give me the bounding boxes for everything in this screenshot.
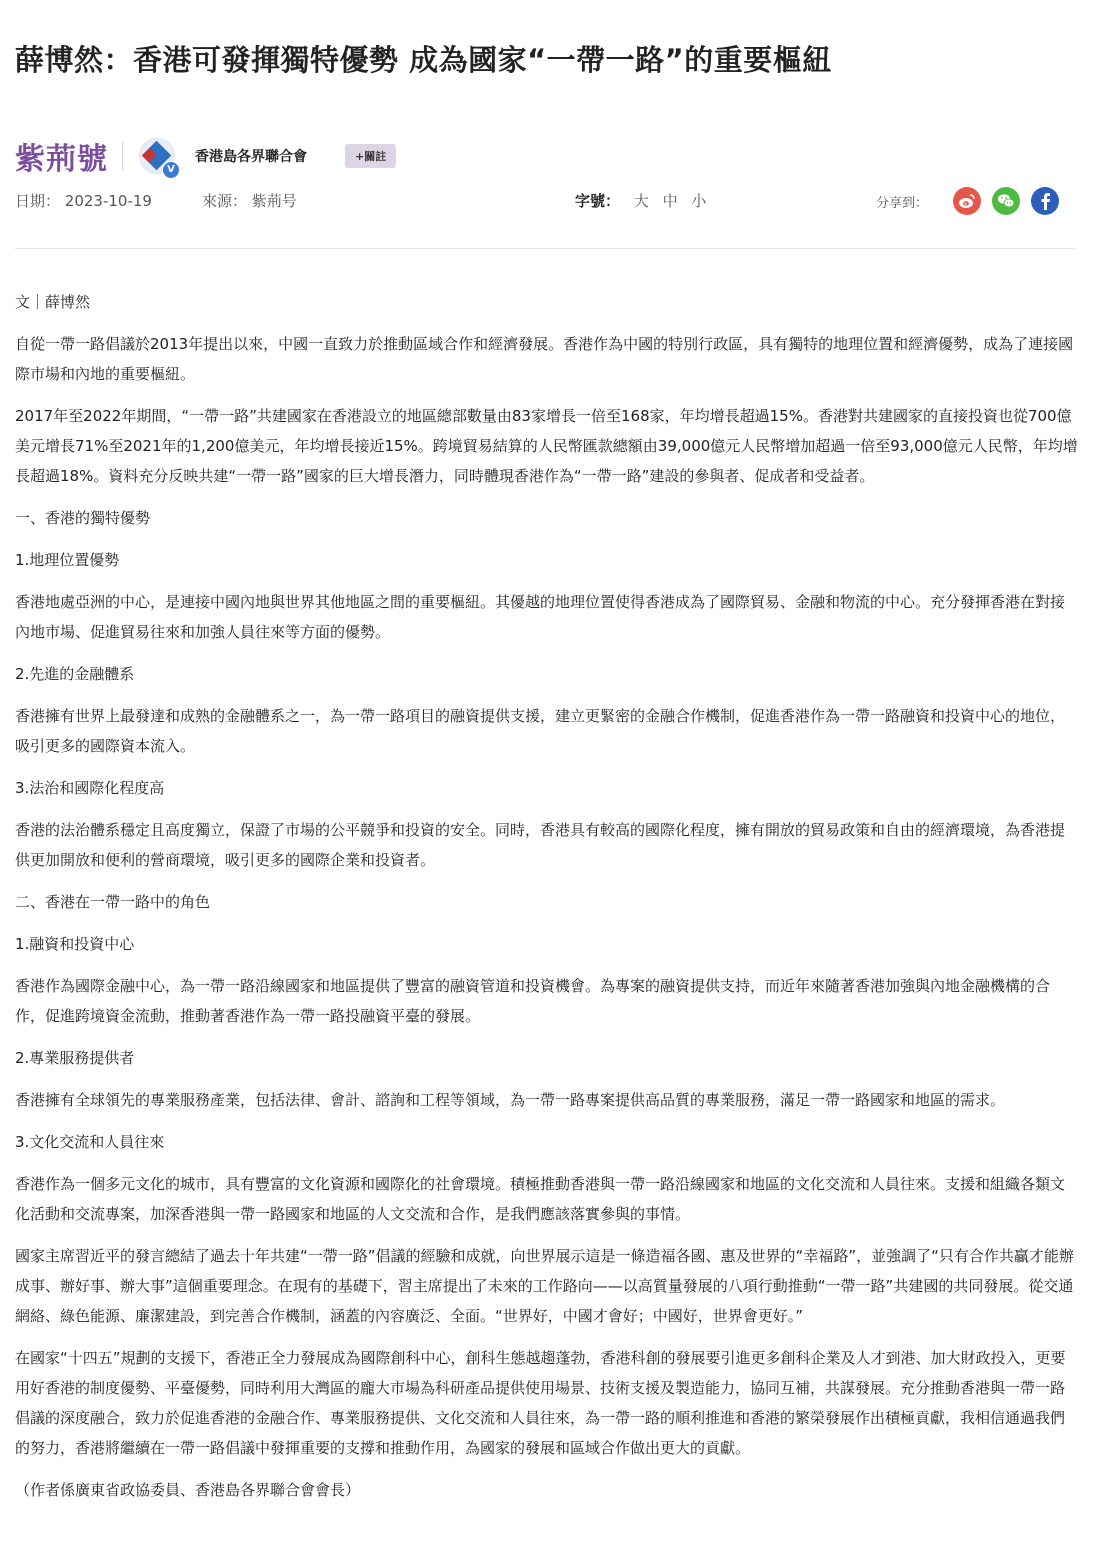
paragraph: 香港地處亞洲的中心，是連接中國內地與世界其他地區之間的重要樞紐。其優越的地理位置使得香港成為了國際貿易、金融和物流的中心。充分發揮香港在對接內地市場、促進貿易往來和加強人員往來等方面的優勢。: [15, 593, 1066, 641]
paragraph: 香港擁有全球領先的專業服務產業，包括法律、會計、諮詢和工程等領域，為一帶一路專案提供高品質的專業服務，滿足一帶一路國家和地區的需求。: [15, 1091, 1006, 1109]
subsection-heading: 1.融資和投資中心: [15, 935, 135, 953]
weibo-icon[interactable]: [953, 187, 981, 215]
paragraph: 香港擁有世界上最發達和成熟的金融體系之一，為一帶一路項目的融資提供支援，建立更緊密的金融合作機制，促進香港作為一帶一路融資和投資中心的地位，吸引更多的國際資本流入。: [15, 707, 1066, 755]
publisher-name[interactable]: 香港島各界聯合會: [195, 149, 307, 165]
brand-logo[interactable]: 紫荊號: [15, 142, 108, 177]
paragraph: 2017年至2022年期間，“一帶一路”共建國家在香港設立的地區總部數量由83家增長一倍至168家，年均增長超過15%。香港對共建國家的直接投資也從700億美元增長71%至2021年的1,200億美元，年均增長接近15%。跨境貿易結算的人民幣匯款總額由39,000億元人民幣增加超過一倍至93,000億元人民幣，年均增長超過18%。資料充分反映共建“一帶一路”國家的巨大增長潛力，同時體現香港作為“一帶一路”建設的參與者、促成者和受益者。: [15, 407, 1078, 485]
paragraph: 香港的法治體系穩定且高度獨立，保證了市場的公平競爭和投資的安全。同時，香港具有較高的國際化程度，擁有開放的貿易政策和自由的經濟環境，為香港提供更加開放和便利的營商環境，吸引更多的國際企業和投資者。: [15, 821, 1066, 869]
font-size-small[interactable]: 小: [691, 192, 707, 210]
subsection-heading: 3.法治和國際化程度高: [15, 779, 165, 797]
paragraph: 在國家“十四五”規劃的支援下，香港正全力發展成為國際創科中心，創科生態越趨蓬勃，香港科創的發展要引進更多創科企業及人才到港、加大財政投入，更要用好香港的制度優勢、平臺優勢，同時利用大灣區的龐大市場為科研產品提供使用場景、技術支援及製造能力，協同互補，共謀發展。充分推動香港與一帶一路倡議的深度融合，致力於促進香港的金融合作、專業服務提供、文化交流和人員往來，為一帶一路的順利推進和香港的繁榮發展作出積極貢獻，我相信通過我們的努力，香港將繼續在一帶一路倡議中發揮重要的支撐和推動作用，為國家的發展和區域合作做出更大的貢獻。: [15, 1349, 1066, 1457]
facebook-icon[interactable]: [1031, 187, 1059, 215]
verified-badge-icon: V: [162, 161, 180, 179]
source-label: 來源：: [202, 192, 248, 210]
font-size-label: 字號：: [575, 192, 621, 210]
paragraph: 香港作為國際金融中心，為一帶一路沿線國家和地區提供了豐富的融資管道和投資機會。為專案的融資提供支持，而近年來隨著香港加強與內地金融機構的合作，促進跨境資金流動，推動著香港作為一帶一路投融資平臺的發展。: [15, 977, 1051, 1025]
author-byline: 文｜薛博然: [15, 293, 91, 311]
article-title: 薛博然：香港可發揮獨特優勢 成為國家“一帶一路”的重要樞紐: [15, 43, 832, 77]
article-meta: [15, 188, 1075, 214]
subsection-heading: 1.地理位置優勢: [15, 551, 120, 569]
wechat-icon[interactable]: [992, 187, 1020, 215]
share-label: 分享到：: [876, 195, 929, 211]
paragraph: 國家主席習近平的發言總結了過去十年共建“一帶一路”倡議的經驗和成就，向世界展示這是一條造福各國、惠及世界的“幸福路”，並強調了“只有合作共贏才能辦成事、辦好事、辦大事”這個重要理念。在現有的基礎下，習主席提出了未來的工作路向——以高質量發展的八項行動推動“一帶一路”共建國的共同發展。從交通網絡、綠色能源、廉潔建設，到完善合作機制，涵蓋的內容廣泛、全面。“世界好，中國才會好；中國好，世界會更好。”: [15, 1247, 1074, 1325]
author-note: （作者係廣東省政協委員、香港島各界聯合會會長）: [15, 1481, 361, 1499]
subsection-heading: 3.文化交流和人員往來: [15, 1133, 165, 1151]
publish-date: [15, 190, 152, 211]
font-size-control: [575, 190, 706, 211]
follow-button[interactable]: +關註: [345, 144, 396, 168]
date-value: 2023-10-19: [64, 192, 152, 210]
section-heading: 一、香港的獨特優勢: [15, 509, 151, 527]
divider: [122, 142, 123, 170]
section-heading: 二、香港在一帶一路中的角色: [15, 893, 211, 911]
paragraph: 香港作為一個多元文化的城市，具有豐富的文化資源和國際化的社會環境。積極推動香港與一帶一路沿線國家和地區的文化交流和人員往來。支援和組織各類文化活動和交流專案，加深香港與一帶一路國家和地區的人文交流和合作，是我們應該落實參與的事情。: [15, 1175, 1066, 1223]
article-body: [15, 287, 1079, 1517]
article-source: [202, 190, 297, 211]
subsection-heading: 2.專業服務提供者: [15, 1049, 135, 1067]
publisher-bar: [15, 134, 396, 178]
font-size-medium[interactable]: 中: [662, 192, 678, 210]
font-size-large[interactable]: 大: [633, 192, 649, 210]
paragraph: 自從一帶一路倡議於2013年提出以來，中國一直致力於推動區域合作和經濟發展。香港作為中國的特別行政區，具有獨特的地理位置和經濟優勢，成為了連接國際市場和內地的重要樞紐。: [15, 335, 1074, 383]
share-bar: [876, 188, 1059, 214]
source-value: 紫荊号: [251, 192, 297, 210]
header-divider: [15, 248, 1075, 249]
publisher-avatar[interactable]: [139, 138, 175, 174]
date-label: 日期：: [15, 192, 61, 210]
subsection-heading: 2.先進的金融體系: [15, 665, 135, 683]
